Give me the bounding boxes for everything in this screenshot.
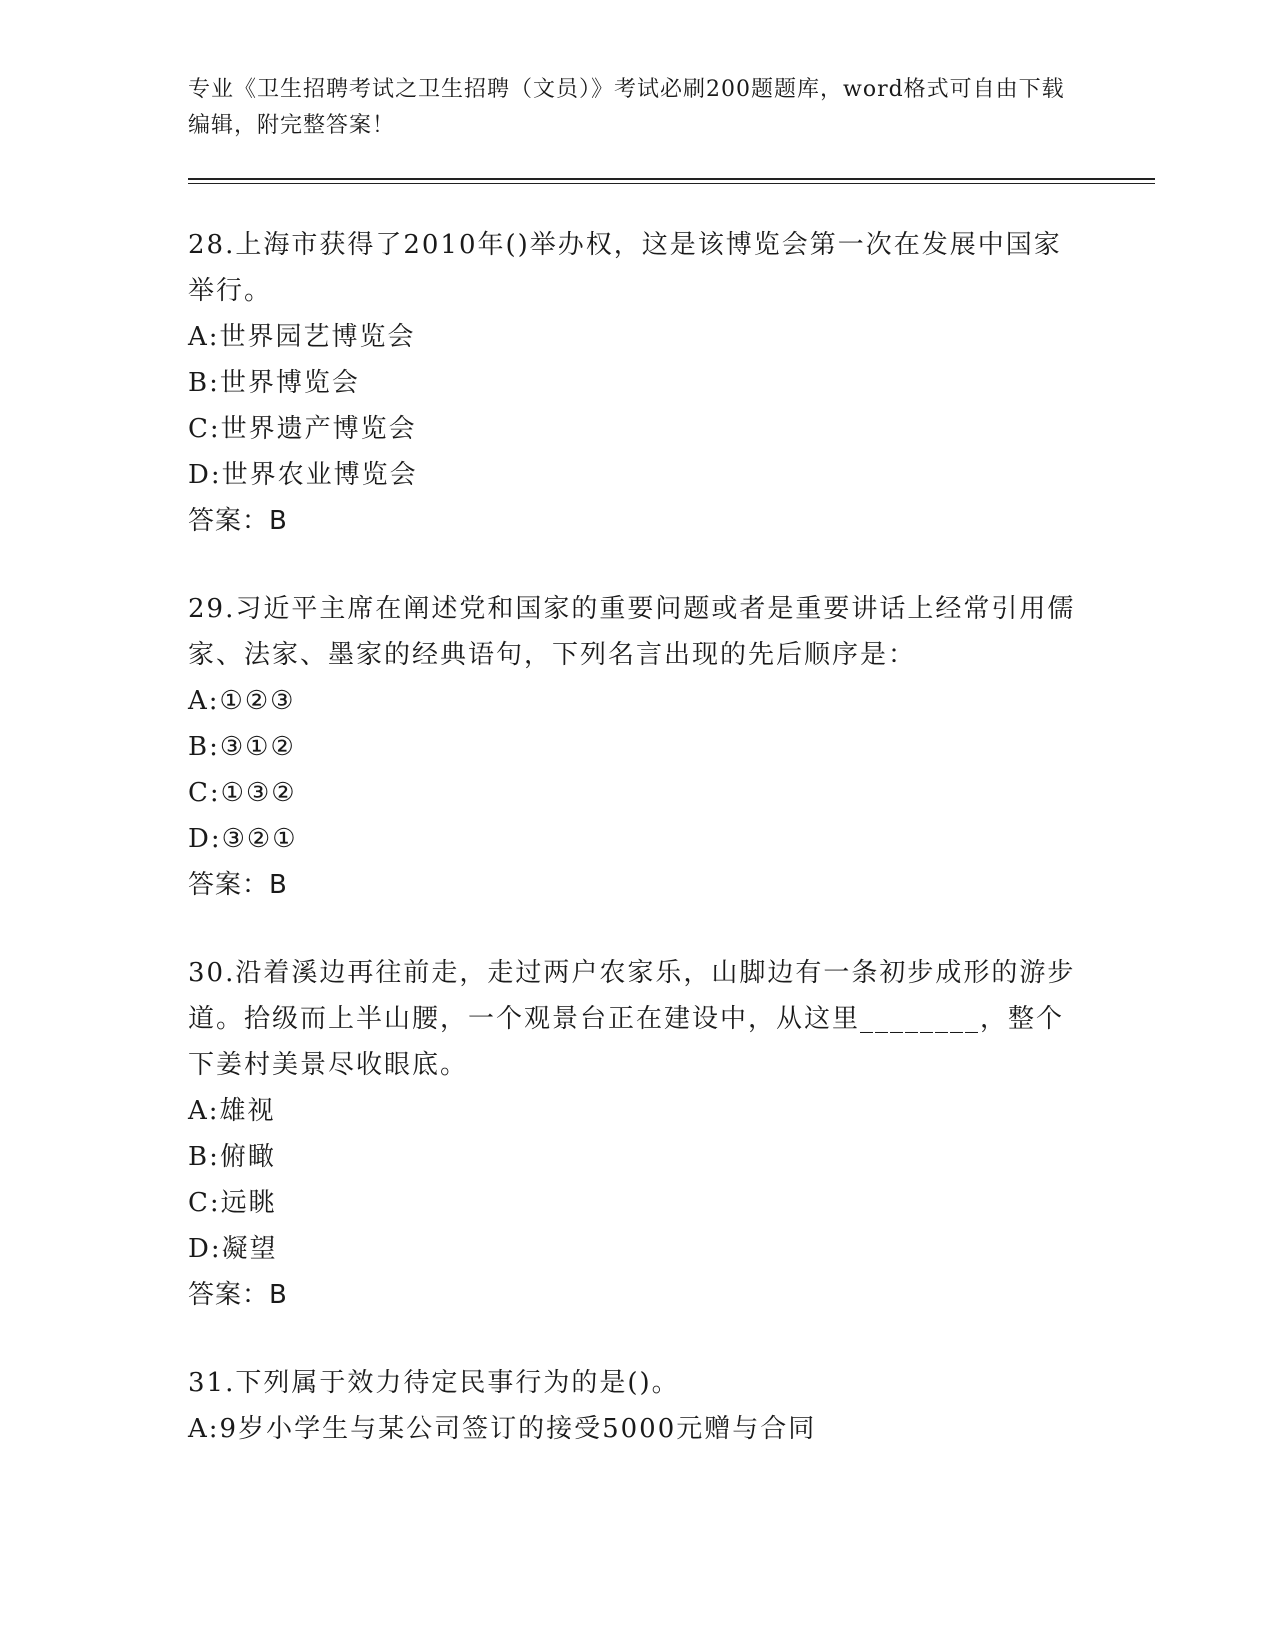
question-stem: 28.上海市获得了2010年()举办权，这是该博览会第一次在发展中国家举行。 — [188, 230, 1062, 306]
question-28 — [188, 222, 1088, 544]
answer-label: 答案：B — [188, 1280, 288, 1310]
option-b: B:世界博览会 — [188, 368, 360, 398]
question-30 — [188, 950, 1088, 1318]
option-a: A:世界园艺博览会 — [188, 322, 416, 352]
header-divider-thick — [188, 178, 1155, 180]
header-divider-thin — [188, 183, 1155, 184]
option-d: D:凝望 — [188, 1234, 278, 1264]
question-stem: 29.习近平主席在阐述党和国家的重要问题或者是重要讲话上经常引用儒家、法家、墨家的经典语句，下列名言出现的先后顺序是： — [188, 594, 1076, 670]
answer-label: 答案：B — [188, 506, 288, 536]
option-a: A:9岁小学生与某公司签订的接受5000元赠与合同 — [188, 1414, 817, 1444]
question-31 — [188, 1360, 1088, 1452]
option-c: C:世界遗产博览会 — [188, 414, 417, 444]
answer-label: 答案：B — [188, 870, 288, 900]
option-c: C:远眺 — [188, 1188, 277, 1218]
question-29 — [188, 586, 1088, 908]
option-c: C:①③② — [188, 778, 297, 808]
option-d: D:世界农业博览会 — [188, 460, 418, 490]
option-b: B:俯瞰 — [188, 1142, 276, 1172]
option-a: A:①②③ — [188, 686, 296, 716]
option-d: D:③②① — [188, 824, 298, 854]
option-a: A:雄视 — [188, 1096, 276, 1126]
question-stem: 30.沿着溪边再往前走，走过两户农家乐，山脚边有一条初步成形的游步道。拾级而上半山腰，一个观景台正在建设中，从这里________，整个下姜村美景尽收眼底。 — [188, 958, 1076, 1080]
document-header: 专业《卫生招聘考试之卫生招聘（文员）》考试必刷200题题库，word格式可自由下载编辑，附完整答案！ — [188, 77, 1065, 138]
question-stem: 31.下列属于效力待定民事行为的是()。 — [188, 1368, 680, 1398]
option-b: B:③①② — [188, 732, 296, 762]
